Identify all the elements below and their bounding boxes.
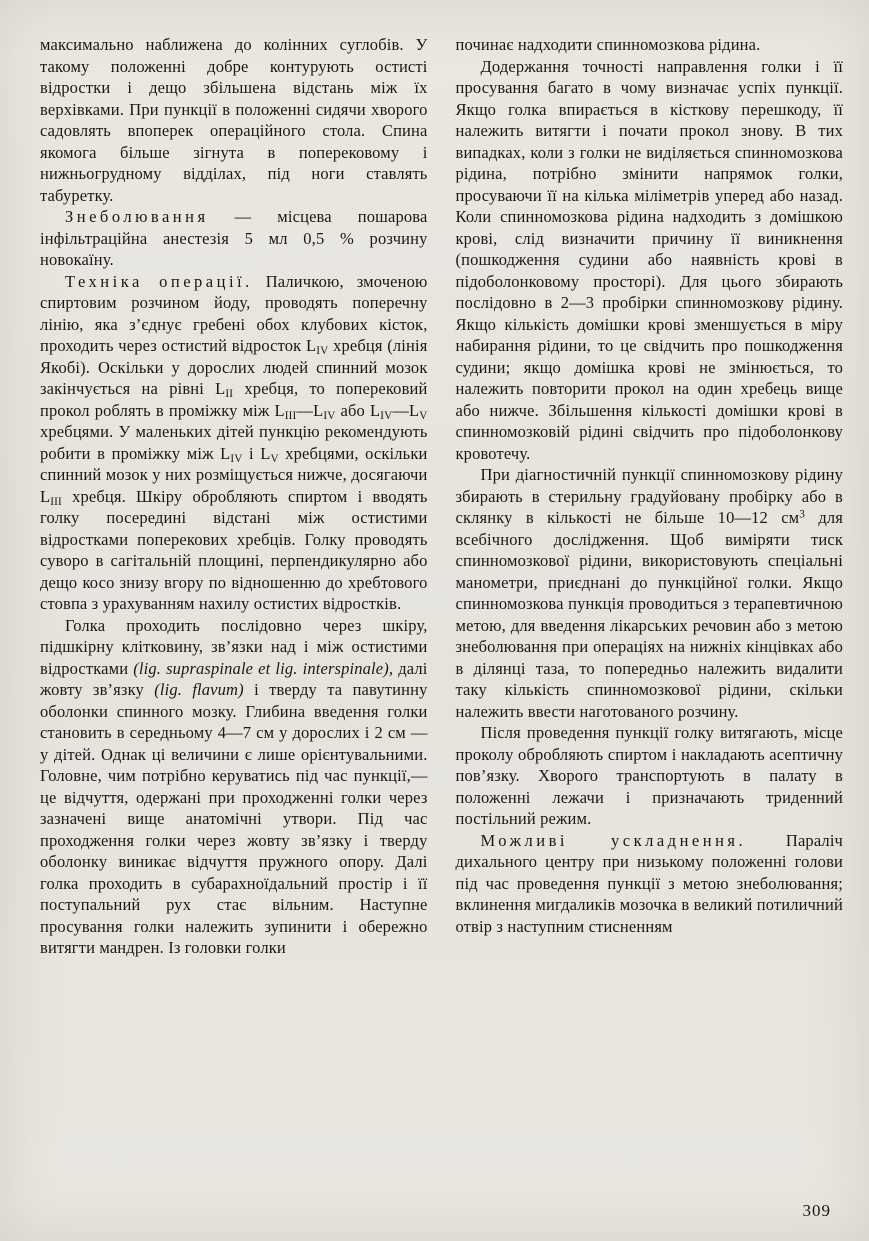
text-run: Додержання точності направлення голки і її просування багато в чому визначає успіх пункції. Якщо голка впирається в кісткову перешкоду, її належить витягти і почати прокол знову. В тих випадках, коли з голки не виділяється спинномозкова рідина, потрібно змінити напрямок голки, просуваючи її на кілька міліметрів уперед або назад. Коли спинномозкова рідина надходить з домішкою крові, слід визначити причину її виникнення (пошкодження судини або наявність крові в підоболонковому просторі). Для цього збирають послідовно в 2—3 пробірки спинномозкову рідину. Якщо кількість домішки крові зменшується в міру набирання рідини, то це свідчить про пошкодження судини; якщо домішка крові не змінюється, то належить повторити прокол на один хребець вище або нижче. Збільшення кількості домішки крові в спинномозковій рідині свідчить про підоболонкову кровотечу. xyxy=(455,56,843,463)
paragraph xyxy=(456,34,844,56)
text-run: хребця. Шкіру обробляють спиртом і вводять голку посередині відстані між остистими відростками поперекових хребців. Голку проводять суворо в сагітальній площині, перпендикулярно або дещо косо знизу вгору по відношенню до хребтового стовпа з урахуванням нахилу остистих відростків. xyxy=(40,486,428,613)
text-run: починає надходити спинномозкова рідина. xyxy=(455,35,761,54)
text-run: — місцева пошарова інфільтраційна анестезія 5 мл 0,5 % розчину новокаїну. xyxy=(40,207,428,269)
paragraph xyxy=(456,722,844,830)
text-run: III xyxy=(284,409,297,422)
text-run: IV xyxy=(323,409,336,422)
text-run: або L xyxy=(335,400,381,420)
spaced-heading-run: Можливі ускладнення. xyxy=(480,830,747,850)
text-run: (lig. supraspinale et lig. interspinale), xyxy=(133,658,394,678)
paragraph xyxy=(40,34,428,206)
text-run: хребцями. У маленьких дітей пункцію рекомендують робити в проміжку між L xyxy=(40,422,428,463)
paragraph xyxy=(456,830,844,938)
spaced-heading-run: Знеболювання xyxy=(65,207,209,226)
text-run: V xyxy=(419,409,428,422)
text-run: Після проведення пункції голку витягають, місце проколу обробляють спиртом і накладають асептичну пов’язку. Хворого транспортують в палату в положенні лежачи і призначають триденний постільний режим. xyxy=(455,723,843,828)
text-run: Параліч дихального центру при низькому положенні голови під час проведення пункції з метою знеболювання; вклинення мигдаликів мозочка в великий потиличний отвір з наступним стисненням xyxy=(455,830,844,936)
text-run: (lig. flavum) xyxy=(154,680,244,699)
text-run: II xyxy=(225,387,234,400)
text-run: IV xyxy=(230,452,243,465)
paragraph xyxy=(40,271,428,615)
two-column-layout xyxy=(40,34,843,959)
text-run: і L xyxy=(242,443,271,463)
text-run: III xyxy=(50,495,62,508)
column-right xyxy=(456,34,844,959)
page-number: 309 xyxy=(802,1201,831,1220)
text-run: IV xyxy=(316,344,329,357)
text-run: і тверду та павутинну оболонки спинного мозку. Глибина введення голки становить в середньому 4—7 см у дорослих і 2 см — у дітей. Однак ці величини є лише орієнтувальними. Головне, чим потрібно керуватись під час пункції,— це відчуття, одержані при проходженні голки через зазначені вище анатомічні утвори. Під час проходження голки через жовту зв’язку і тверду оболонку виникає відчуття пружного опору. Далі голка проходить в субарахноїдальний простір і її поступальний рух стає вільним. Наступне просування голки належить зупинити і обережно витягти мандрен. Із головки голки xyxy=(40,680,428,957)
text-run: При діагностичній пункції спинномозкову рідину збирають в стерильну градуйовану пробірку або в склянку в кількості не більше 10—12 см xyxy=(455,465,843,527)
paragraph xyxy=(40,206,428,271)
text-run: хребця, то поперековий прокол роблять в проміжку між L xyxy=(40,379,428,420)
text-run: IV xyxy=(380,409,393,422)
text-run: для всебічного дослідження. Щоб виміряти тиск спинномозкової рідини, використовують спеціальні манометри, приєднані до пункційної голки. Якщо спинномозкова пункція проводиться з терапевтичною метою, для введення лікарських речовин або з метою знеболювання при операціях на нижніх кінцівках або в ділянці таза, то попередньо належить видалити таку кількість спинномозкової рідини, скільки належить ввести наготованого розчину. xyxy=(455,508,843,721)
text-run: 3 xyxy=(799,508,806,521)
column-left xyxy=(40,34,428,959)
text-run: —L xyxy=(392,400,420,420)
text-run: V xyxy=(270,452,279,465)
text-run: —L xyxy=(296,400,324,420)
text-run: Паличкою, змоченою спиртовим розчином йоду, проводять поперечну лінію, яка з’єднує гребені обох клубових кісток, проходить через остистий відросток L xyxy=(40,271,428,355)
spaced-heading-run: Техніка операції. xyxy=(65,271,253,291)
text-run: хребця (лінія Якобі). Оскільки у дорослих людей спинний мозок закінчується на рівні L xyxy=(40,336,428,398)
paragraph xyxy=(456,56,844,465)
text-run: хребцями, оскільки спинний мозок у них розміщується нижче, досягаючи L xyxy=(40,443,428,506)
paragraph xyxy=(456,464,844,722)
text-run: далі жовту зв’язку xyxy=(40,658,428,699)
text-run: Голка проходить послідовно через шкіру, підшкірну клітковину, зв’язки над і між остистими відростками xyxy=(40,615,428,678)
paragraph xyxy=(40,615,428,959)
text-run: максимально наближена до колінних суглобів. У такому положенні добре контурують остисті відростки і дещо збільшена відстань між їх верхівками. При пункції в положенні сидячи хворого садовлять впоперек операційного стола. Спина якомога більше зігнута в поперековому і нижньогрудному відділах, під ноги ставлять табуретку. xyxy=(40,35,428,205)
